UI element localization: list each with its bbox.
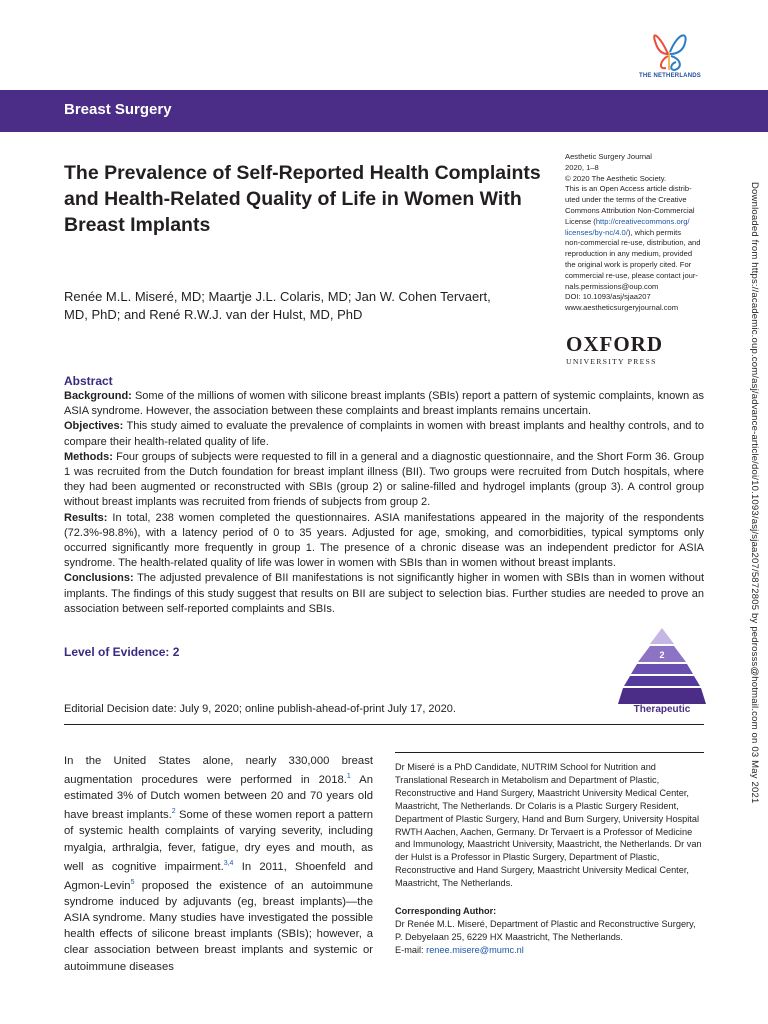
journal-line: non-commercial re-use, distribution, and [565, 238, 701, 248]
abstract-background [64, 389, 704, 419]
author-line-1: Renée M.L. Miseré, MD; Maartje J.L. Colaris, MD; Jan W. Cohen Tervaert, [64, 289, 491, 304]
license-post: ), which permits [627, 227, 682, 237]
section-label: Conclusions: [64, 572, 134, 585]
citation-ref[interactable]: 2 [171, 808, 176, 816]
license-link[interactable]: http://creativecommons.org/ [595, 216, 690, 226]
doi-line: DOI: 10.1093/asj/sjaa207 [565, 292, 651, 302]
email-label: E-mail: [395, 944, 427, 955]
citation-ref[interactable]: 1 [346, 773, 351, 781]
divider [64, 724, 704, 725]
journal-line: commercial re-use, please contact jour- [565, 270, 698, 280]
body-text: Some of these women report a pattern of systemic health complaints of varying severity, including myalgia, arthralgia, fever, fatigue, dry eyes and mouth, as well as cognitive impairment. [64, 809, 373, 873]
journal-info [565, 152, 705, 314]
abstract-methods [64, 450, 704, 511]
publisher-sub: UNIVERSITY PRESS [566, 357, 657, 366]
level-of-evidence: Level of Evidence: 2 [64, 645, 180, 659]
abstract-conclusions [64, 571, 704, 617]
journal-line: 2020, 1–8 [565, 162, 599, 172]
abstract-body [64, 389, 704, 617]
body-text: In 2011, Shoenfeld and Agmon-Levin [64, 860, 373, 892]
journal-line: reproduction in any medium, provided [565, 249, 693, 259]
license-pre: License ( [565, 216, 596, 226]
section-text: The adjusted prevalence of BII manifestations is not significantly higher in women with SBIs than in women without implants. The findings of this study suggest that results on BII are subject to selection bias. Further studies are needed to prove an association between self-reported complaints and SBIs. [64, 572, 704, 615]
section-label: Methods: [64, 450, 113, 463]
journal-line: nals.permissions@oup.com [565, 281, 659, 291]
abstract-objectives [64, 419, 704, 449]
corresponding-text: Dr Renée M.L. Miseré, Department of Plastic and Reconstructive Surgery, P. Debyelaan 25, 6229 HX Maastricht, The Netherlands. [395, 919, 696, 942]
author-list [64, 288, 534, 324]
email-link[interactable]: renee.misere@mumc.nl [426, 944, 524, 955]
publisher-name: OXFORD [566, 332, 663, 356]
author-affiliations: Dr Miseré is a PhD Candidate, NUTRIM School for Nutrition and Translational Research in Metabolism and Department of Plastic, Reconstructive and Hand Surgery, Maastricht University Medical Center, Maastricht, The Netherlands. Dr Colaris is a Plastic Surgery Resident, Department of Plastic Surgery, Hand and Burn Surgery, University Hospital RWTH Aachen, Aachen, Germany. Dr Tervaert is a Professor of Medicine and Immunology, Maastricht University, Maastricht, the Netherlands. Dr van der Hulst is a Professor in Plastic Surgery, Department of Plastic, Reconstructive and Hand Surgery, Maastricht University Medical Center, Maastricht, The Netherlands. [395, 762, 702, 889]
abstract-results [64, 511, 704, 572]
section-text: Some of the millions of women with silicone breast implants (SBIs) report a pattern of systemic complaints, known as ASIA syndrome. However, the association between these complaints and breast implants remains uncertain. [64, 390, 704, 418]
intro-paragraph [64, 753, 373, 975]
section-label: Background: [64, 390, 132, 402]
evidence-pyramid-icon [618, 628, 706, 704]
download-note [749, 182, 763, 1012]
license-line-2 [565, 228, 705, 239]
corresponding-heading: Corresponding Author: [395, 906, 497, 916]
download-note-text: Downloaded from https://academic.oup.com/asj/advance-article/doi/10.1093/asj/sjaa207/5872805 by pedrosss@hotmail.com on 03 May 2021 [749, 182, 760, 804]
section-label: Results: [64, 511, 108, 524]
body-text: In the United States alone, nearly 330,000 breast augmentation procedures were performed in 2018. [64, 755, 373, 786]
author-line-2: MD, PhD; and René R.W.J. van der Hulst, MD, PhD [64, 307, 363, 322]
journal-line: This is an Open Access article distrib- [565, 184, 692, 194]
journal-line: © 2020 The Aesthetic Society. [565, 173, 667, 183]
abstract-heading: Abstract [64, 374, 113, 388]
journal-line: uted under the terms of the Creative [565, 195, 687, 205]
editorial-dates: Editorial Decision date: July 9, 2020; online publish-ahead-of-print July 17, 2020. [64, 703, 456, 715]
journal-url: www.aestheticsurgeryjournal.com [565, 303, 679, 313]
logo-text: THE NETHERLANDS [638, 73, 701, 79]
corresponding-author [395, 918, 704, 957]
section-text: This study aimed to evaluate the prevalence of complaints in women with breast implants and healthy controls, and to compare their health-related quality of life. [64, 420, 704, 448]
article-title: The Prevalence of Self-Reported Health Complaints and Health-Related Quality of Life in Women With Breast Implants [64, 162, 541, 236]
citation-ref[interactable]: 5 [130, 878, 135, 886]
section-label: Breast Surgery [64, 101, 172, 118]
citation-ref[interactable]: 3,4 [223, 859, 234, 867]
body-text: proposed the existence of an autoimmune syndrome induced by adjuvants (eg, breast implants)—the ASIA syndrome. Many studies have investigated the possible health effects of silicone breast implants (SBIs); however, a clear association between breast implants and systemic or autoimmune diseases [64, 879, 373, 973]
section-text: In total, 238 women completed the questionnaires. ASIA manifestations appeared in the majority of the respondents (72.3%-98.8%), with a latency period of 0 to 35 years. Adjusted for age, smoking, and comorbidities, typical symptoms only occurred significantly more frequently in group 1. The presence of a chronic disease was an independent predictor for ASIA syndrome. The health-related quality of life was lower in women with SBIs than in women without breast implants. [64, 511, 704, 570]
section-label: Objectives: [64, 420, 124, 433]
journal-line: Aesthetic Surgery Journal [565, 152, 652, 161]
journal-line: Commons Attribution Non-Commercial [565, 205, 695, 215]
pyramid-level: 2 [659, 650, 665, 660]
section-text: Four groups of subjects were requested to fill in a general and a diagnostic questionnaire, and the Short Form 36. Group 1 was recruited from the Dutch foundation for breast implant illness (BII). Two groups were recruited from Dutch hospitals, where they had been augmented or reconstructed with SBIs (group 2) or saline-filled and hydrogel implants (group 3). A control group without breast implants was recruited from friends of subjects from group 2. [64, 450, 704, 509]
journal-line: the original work is properly cited. For [565, 259, 692, 269]
body-text: An estimated 3% of Dutch women between 20 and 70 years old have breast implants. [64, 773, 373, 822]
divider-right [395, 752, 704, 753]
pyramid-label: Therapeutic [633, 704, 691, 715]
section-banner [0, 90, 768, 132]
license-line [565, 217, 705, 228]
publisher-logo [566, 333, 676, 366]
license-link-2[interactable]: licenses/by-nc/4.0/ [565, 227, 628, 237]
